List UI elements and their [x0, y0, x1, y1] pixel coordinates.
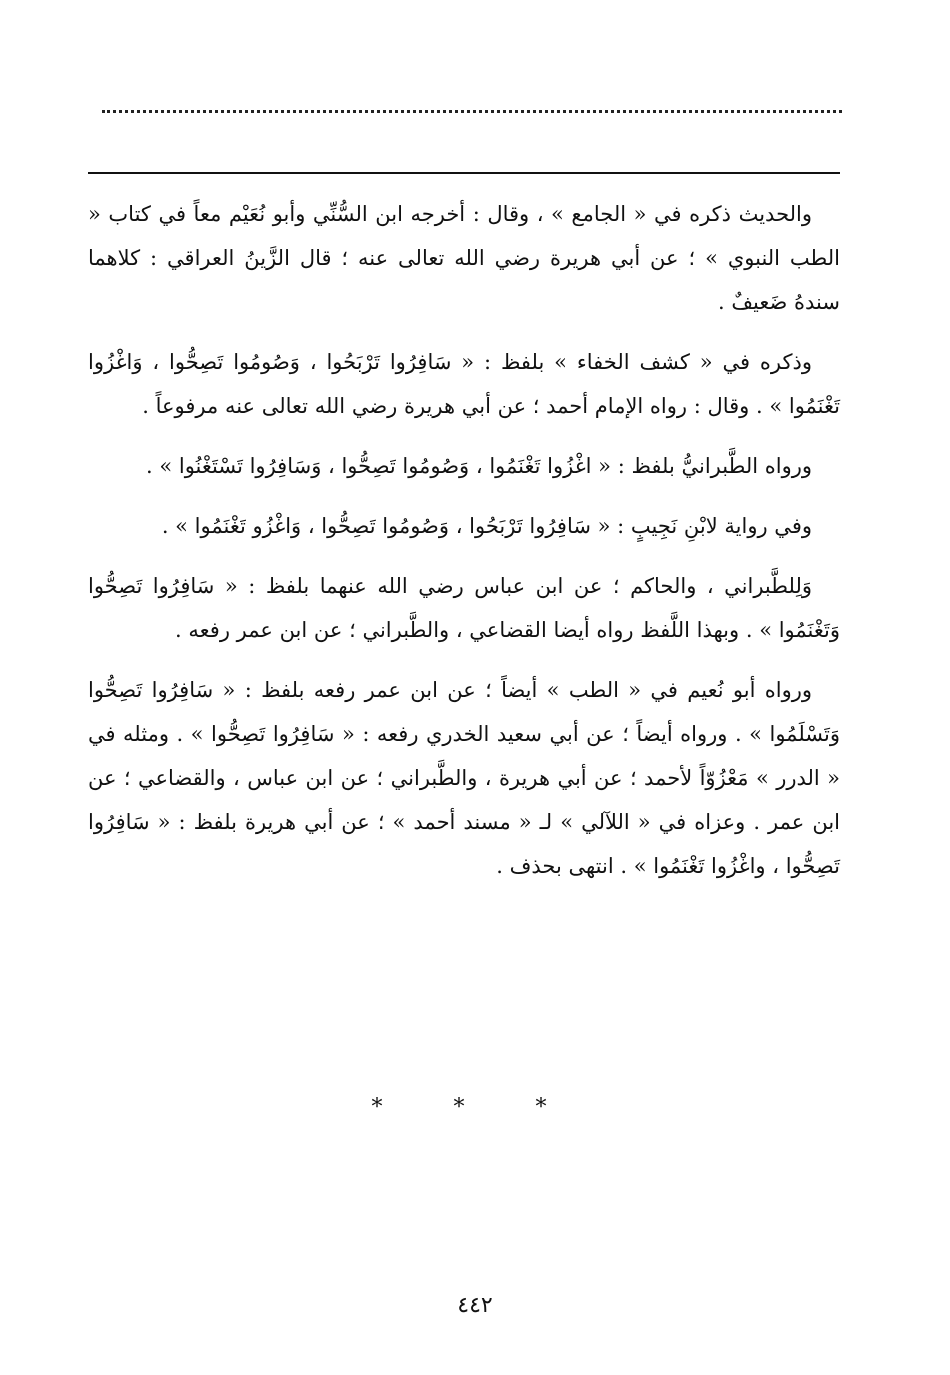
paragraph-ibn-najib: وفي رواية لابْنِ نَجِيبٍ : « سَافِرُوا تَرْبَحُوا ، وَصُومُوا تَصِحُّوا ، وَاغْزُو تَغْنَمُوا » . [161, 514, 812, 538]
paragraph-abu-nuaym: ورواه أبو نُعيم في « الطب » أيضاً ؛ عن ابن عمر رفعه بلفظ : « سَافِرُوا تَصِحُّوا وَتَسْلَمُوا » . ورواه أيضاً ؛ عن أبي سعيد الخدري رفعه : « سَافِرُوا تَصِحُّوا » . ومثله في « الدرر » مَعْزُوّاً لأحمد ؛ عن أبي هريرة ، والطَّبراني ؛ عن ابن عباس ، والقضاعي ؛ عن ابن عمر . وعزاه في « اللآلي » لـ « مسند أحمد » ؛ عن أبي هريرة بلفظ : « سَافِرُوا تَصِحُّوا ، واغْزُوا تَغْنَمُوا » . انتهى بحذف . [88, 678, 840, 878]
page-body [88, 192, 840, 904]
section-separator: * * * [371, 1095, 579, 1120]
paragraph-jami: والحديث ذكره في « الجامع » ، وقال : أخرجه ابن السُّنِّي وأبو نُعَيْم معاً في كتاب « الطب النبوي » ؛ عن أبي هريرة رضي الله تعالى عنه ؛ قال الزَّينُ العراقي : كلاهما سندهُ ضَعيفٌ . [88, 202, 840, 314]
paragraph-tabarani-hakim: وَلِلطَّبراني ، والحاكم ؛ عن ابن عباس رضي الله عنهما بلفظ : « سَافِرُوا تَصِحُّوا وَتَغْنَمُوا » . وبهذا اللَّفظ رواه أيضا القضاعي ، والطَّبراني ؛ عن ابن عمر رفعه . [88, 574, 840, 642]
paragraph-tabarani: ورواه الطَّبرانيُّ بلفظ : « اغْزُوا تَغْنَمُوا ، وَصُومُوا تَصِحُّوا ، وَسَافِرُوا تَسْتَغْنُوا » . [145, 454, 812, 478]
dotted-header-line [102, 110, 842, 123]
page-number: ٤٤٢ [457, 1293, 493, 1318]
paragraph-kashf-al-khafa: وذكره في « كشف الخفاء » بلفظ : « سَافِرُوا تَرْبَحُوا ، وَصُومُوا تَصِحُّوا ، وَاغْزُوا تَغْنَمُوا » . وقال : رواه الإمام أحمد ؛ عن أبي هريرة رضي الله تعالى عنه مرفوعاً . [88, 350, 840, 418]
header-rule [88, 172, 840, 174]
